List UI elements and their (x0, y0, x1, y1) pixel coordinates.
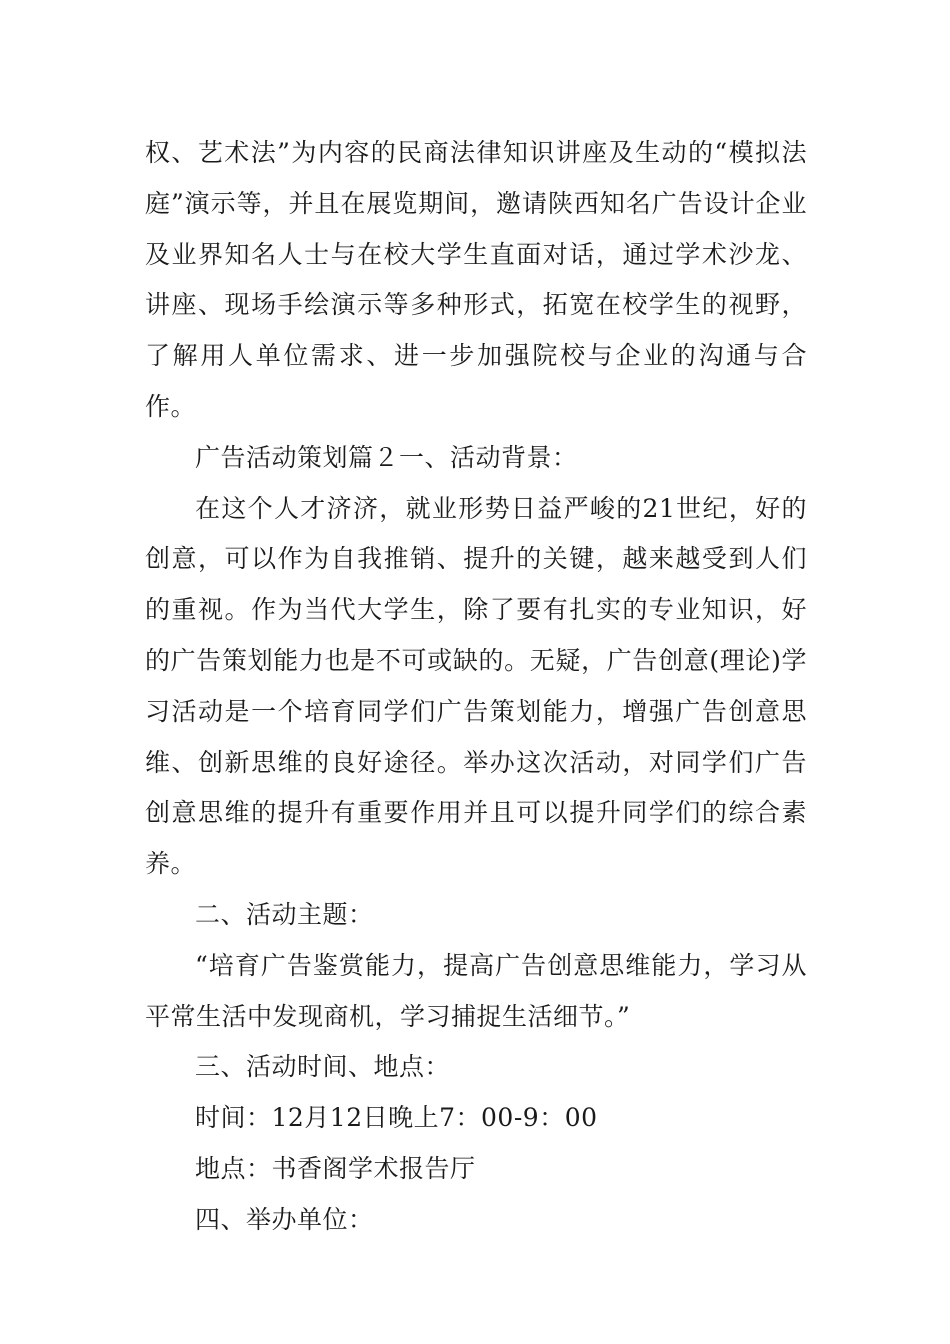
paragraph-section-heading: 广告活动策划篇２一、活动背景： (195, 442, 578, 472)
document-body (145, 128, 807, 1246)
paragraph-organizer-heading: 四、举办单位： (195, 1204, 374, 1234)
paragraph-theme-heading: 二、活动主题： (195, 899, 374, 929)
paragraph-theme: “培育广告鉴赏能力，提高广告创意思维能力，学习从平常生活中发现商机，学习捕捉生活细节。” (145, 950, 807, 1031)
paragraph-intro-continuation: 权、艺术法”为内容的民商法律知识讲座及生动的“模拟法庭”演示等，并且在展览期间，邀请陕西知名广告设计企业及业界知名人士与在校大学生直面对话，通过学术沙龙、讲座、现场手绘演示等多种形式，拓宽在校学生的视野，了解用人单位需求、进一步加强院校与企业的沟通与合作。 (145, 138, 807, 421)
paragraph-background: 在这个人才济济，就业形势日益严峻的21世纪，好的创意，可以作为自我推销、提升的关键，越来越受到人们的重视。作为当代大学生，除了要有扎实的专业知识，好的广告策划能力也是不可或缺的。无疑，广告创意(理论)学习活动是一个培育同学们广告策划能力，增强广告创意思维、创新思维的良好途径。举办这次活动，对同学们广告创意思维的提升有重要作用并且可以提升同学们的综合素养。 (145, 493, 807, 879)
paragraph-time-place-heading: 三、活动时间、地点： (195, 1052, 451, 1082)
paragraph-time: 时间：12月12日晚上7：00-9：00 (195, 1103, 598, 1133)
paragraph-place: 地点：书香阁学术报告厅 (195, 1153, 476, 1183)
